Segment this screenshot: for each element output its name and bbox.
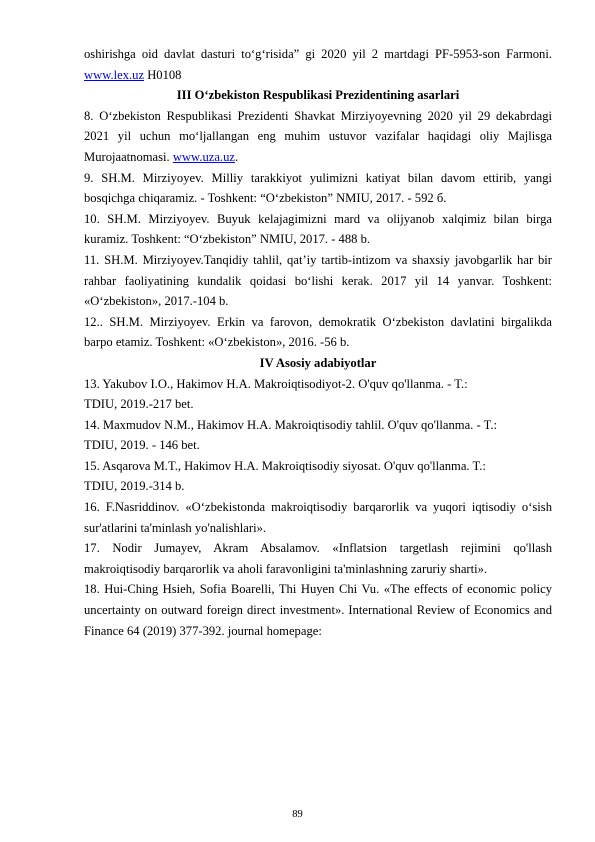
reference-intro [84, 44, 552, 85]
reference-item-14-line-1: 14. Maxmudov N.M., Hakimov H.A. Makroiqtisodiy tahlil. O'quv qo'llanma. - T.: [84, 417, 497, 432]
reference-item-13-line-1: 13. Yakubov I.O., Hakimov H.A. Makroiqtisodiyot-2. O'quv qo'llanma. - T.: [84, 376, 468, 391]
reference-item-11: 11. SH.M. Mirziyoyev.Tanqidiy tahlil, qat’iy tartib-intizom va shaxsiy javobgarlik har bir rahbar faoliyatining kundalik qoidasi bo‘lishi kerak. 2017 yil 14 yanvar. Toshkent: «O‘zbekiston», 2017.-104 b. [84, 252, 552, 309]
page-content [84, 44, 552, 641]
uza-uz-link[interactable]: www.uza.uz [172, 149, 235, 164]
reference-item-10: 10. SH.M. Mirziyoyev. Buyuk kelajagimizni mard va olijyanob xalqimiz bilan birga kuramiz. Toshkent: “O‘zbekiston” NMIU, 2017. - 488 b. [84, 211, 552, 247]
page-number: 89 [292, 809, 303, 820]
reference-intro-tail: H0108 [144, 67, 182, 82]
reference-item-12: 12.. SH.M. Mirziyoyev. Erkin va farovon, demokratik O‘zbekiston davlatini birgalikda barpo etamiz. Toshkent: «O‘zbekiston», 2016. -56 b. [84, 314, 552, 350]
reference-item-8-text: 8. O‘zbekiston Respublikasi Prezidenti Shavkat Mirziyoyevning 2020 yil 29 dekabrdagi 2021 yil uchun mo‘ljallangan eng muhim ustuvor vazifalar haqidagi oliy Majlisga Murojaatnomasi. [84, 108, 552, 164]
reference-item-8-tail: . [234, 149, 239, 164]
reference-item-15-line-1: 15. Asqarova M.T., Hakimov H.A. Makroiqtisodiy siyosat. O'quv qo'llanma. T.: [84, 458, 486, 473]
reference-item-18: 18. Hui-Ching Hsieh, Sofia Boarelli, Thi Huyen Chi Vu. «The effects of economic policy uncertainty on outward foreign direct investment». International Review of Economics and Finance 64 (2019) 377-392. journal homepage: [84, 582, 552, 638]
reference-item-16: 16. F.Nasriddinov. «O‘zbekistonda makroiqtisodiy barqarorlik va yuqori iqtisodiy o‘sish sur'atlarini ta'minlash yo'nalishlari». [84, 500, 552, 535]
reference-item-15-line-2: TDIU, 2019.-314 b. [84, 479, 185, 494]
section-heading-iv: IV Asosiy adabiyotlar [259, 355, 377, 370]
reference-item-13-line-2: TDIU, 2019.-217 bet. [84, 397, 194, 412]
reference-item-8 [84, 106, 552, 168]
section-heading-iii: III O‘zbekiston Respublikasi Prezidentining asarlari [176, 88, 460, 103]
reference-intro-text: oshirishga oid davlat dasturi to‘g‘risida” gi 2020 yil 2 martdagi PF-5953-son Farmoni. [84, 47, 552, 61]
lex-uz-link[interactable]: www.lex.uz [84, 67, 145, 82]
reference-item-17: 17. Nodir Jumayev, Akram Absalamov. «Inflatsion targetlash rejimini qo'llash makroiqtisodiy barqarorlik va aholi faravonligini ta'minlashning zaruriy sharti». [84, 541, 552, 576]
reference-item-14-line-2: TDIU, 2019. - 146 bet. [84, 438, 200, 453]
reference-item-9: 9. SH.M. Mirziyoyev. Milliy tarakkiyot yulimizni katiyat bilan davom ettirib, yangi bosqichga chiqaramiz. - Toshkent: “O‘zbekiston” NMIU, 2017. - 592 б. [84, 170, 552, 206]
